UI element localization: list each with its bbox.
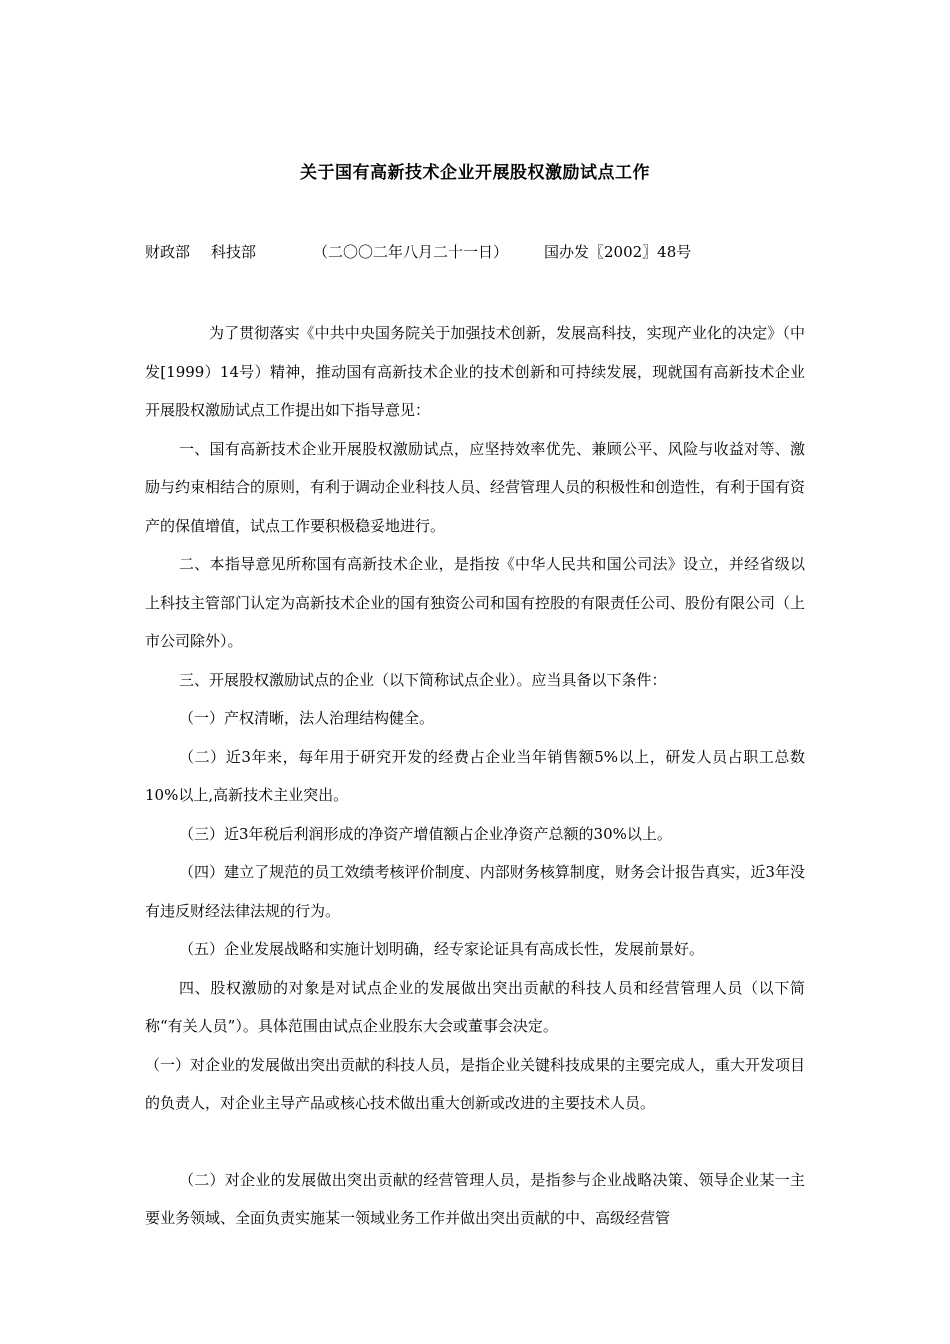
document-body — [145, 314, 805, 1238]
paragraph-3-4: （四）建立了规范的员工效绩考核评价制度、内部财务核算制度，财务会计报告真实，近3年没有违反财经法律法规的行为。 — [145, 863, 805, 920]
issuer-science: 科技部 — [211, 243, 257, 261]
paragraph-1: 一、国有高新技术企业开展股权激励试点，应坚持效率优先、兼顾公平、风险与收益对等、激励与约束相结合的原则，有利于调动企业科技人员、经营管理人员的积极性和创造性，有利于国有资产的保值增值，试点工作要积极稳妥地进行。 — [145, 439, 806, 535]
paragraph-3-1: （一）产权清晰，法人治理结构健全。 — [179, 709, 435, 727]
paragraph-3-5: （五）企业发展战略和实施计划明确，经专家论证具有高成长性，发展前景好。 — [179, 940, 705, 958]
paragraph-3: 三、开展股权激励试点的企业（以下简称试点企业）。应当具备以下条件： — [179, 670, 667, 689]
paragraph-4-2: （二）对企业的发展做出突出贡献的经营管理人员，是指参与企业战略决策、领导企业某一主要业务领域、全面负责实施某一领域业务工作并做出突出贡献的中、高级经营管 — [145, 1170, 805, 1227]
paragraph-2: 二、本指导意见所称国有高新技术企业，是指按《中华人民共和国公司法》设立，并经省级以上科技主管部门认定为高新技术企业的国有独资公司和国有控股的有限责任公司、股份有限公司（上市公司除外）。 — [145, 555, 806, 650]
paragraph-gap — [145, 1123, 805, 1161]
issue-date: （二〇〇二年八月二十一日） — [313, 243, 509, 261]
paragraph-intro: 为了贯彻落实《中共中央国务院关于加强技术创新，发展高科技，实现产业化的决定》（中发[1999）14号）精神，推动国有高新技术企业的技术创新和可持续发展，现就国有高新技术企业开展股权激励试点工作提出如下指导意见： — [145, 324, 805, 419]
document-number: 国办发〖2002〗48号 — [544, 243, 692, 261]
paragraph-4-1: （一）对企业的发展做出突出贡献的科技人员，是指企业关键科技成果的主要完成人，重大开发项目的负责人，对企业主导产品或核心技术做出重大创新或改进的主要技术人员。 — [145, 1055, 806, 1112]
paragraph-4: 四、股权激励的对象是对试点企业的发展做出突出贡献的科技人员和经营管理人员（以下简称“有关人员”）。具体范围由试点企业股东大会或董事会决定。 — [145, 978, 805, 1035]
document-title: 关于国有高新技术企业开展股权激励试点工作 — [300, 163, 650, 183]
paragraph-3-3: （三）近3年税后利润形成的净资产增值额占企业净资产总额的30%以上。 — [179, 824, 672, 843]
issuer-finance: 财政部 — [145, 243, 191, 261]
paragraph-3-2: （二）近3年来，每年用于研究开发的经费占企业当年销售额5%以上，研发人员占职工总数10%以上,高新技术主业突出。 — [145, 747, 805, 804]
